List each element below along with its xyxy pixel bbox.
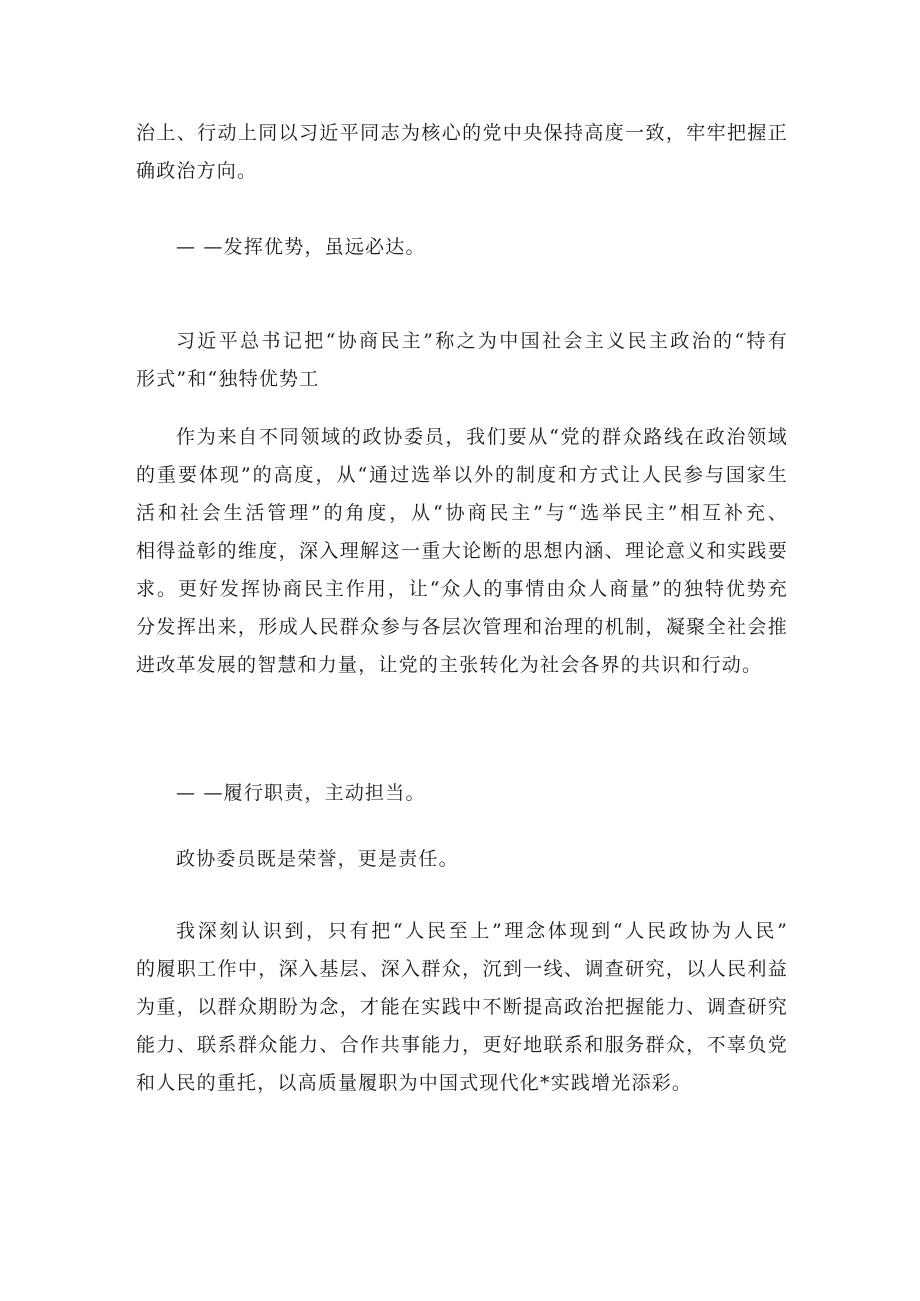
text-line: — —发挥优势，虽远必达。 (176, 236, 426, 258)
paragraph-consultative-democracy (136, 322, 788, 398)
text-line: — —履行职责，主动担当。 (176, 782, 426, 804)
paragraph-honor-and-responsibility (136, 840, 788, 878)
text-line: 作为来自不同领域的政协委员，我们要从“党的群众路线在政治领域 (176, 426, 789, 448)
text-line: 为重，以群众期盼为念，才能在实践中不断提高政治把握能力、调查研究 (136, 996, 789, 1018)
text-line: 政协委员既是荣誉，更是责任。 (176, 848, 459, 870)
text-line: 的重要体现”的高度，从“通过选举以外的制度和方式让人民参与国家生 (136, 464, 789, 486)
text-line: 活和社会生活管理”的角度，从“协商民主”与“选举民主”相互补充、 (136, 502, 790, 524)
section-heading-leverage-advantages (136, 228, 788, 266)
text-line: 分发挥出来，形成人民群众参与各层次管理和治理的机制，凝聚全社会推 (136, 616, 789, 638)
text-line: 相得益彰的维度，深入理解这一重大论断的思想内涵、理论意义和实践要 (136, 540, 789, 562)
text-line: 我深刻认识到，只有把“人民至上”理念体现到“人民政协为人民” (176, 920, 790, 942)
paragraph-political-direction (136, 114, 788, 190)
text-line: 形式”和“独特优势工 (136, 368, 320, 390)
text-line: 能力、联系群众能力、合作共事能力，更好地联系和服务群众，不辜负党 (136, 1034, 789, 1056)
section-heading-perform-duties (136, 774, 788, 812)
paragraph-cppcc-members-role (136, 418, 788, 684)
text-line: 求。更好发挥协商民主作用，让“众人的事情由众人商量”的独特优势充 (136, 578, 789, 600)
paragraph-people-first (136, 912, 788, 1102)
text-line: 的履职工作中，深入基层、深入群众，沉到一线、调查研究，以人民利益 (136, 958, 789, 980)
text-line: 习近平总书记把“协商民主”称之为中国社会主义民主政治的“特有 (176, 330, 790, 352)
text-line: 确政治方向。 (136, 160, 258, 182)
text-line: 和人民的重托，以高质量履职为中国式现代化*实践增光添彩。 (136, 1072, 693, 1094)
text-line: 治上、行动上同以习近平同志为核心的党中央保持高度一致，牢牢把握正 (136, 122, 789, 144)
text-line: 进改革发展的智慧和力量，让党的主张转化为社会各界的共识和行动。 (136, 654, 763, 676)
